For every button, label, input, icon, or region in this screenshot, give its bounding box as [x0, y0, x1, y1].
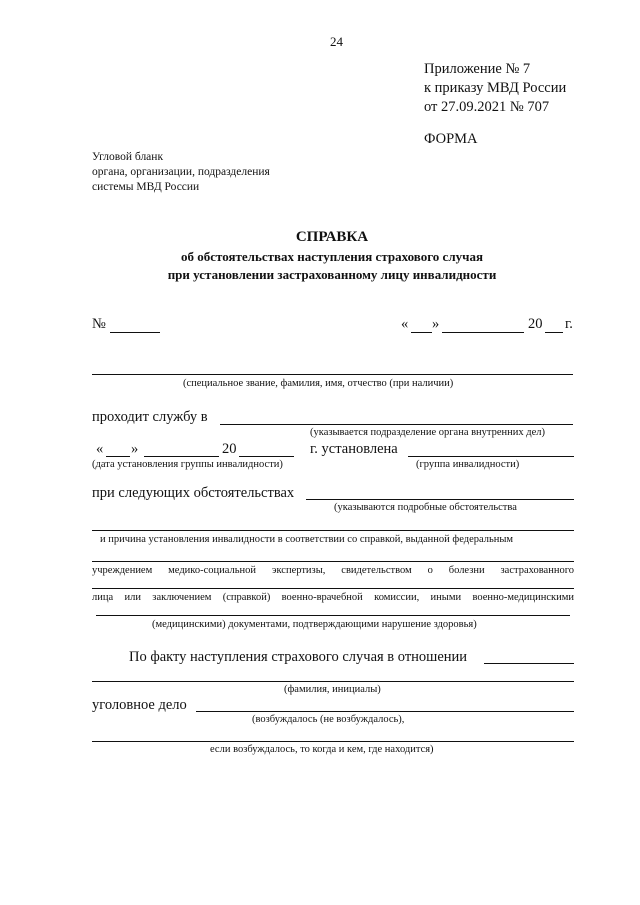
number-label: №: [92, 316, 106, 332]
corner-stamp-line: органа, организации, подразделения: [92, 166, 270, 178]
appendix-order: к приказу МВД России: [424, 80, 567, 96]
corner-stamp-line: системы МВД России: [92, 181, 200, 193]
reason-hint: лица или заключением (справкой) военно-врачебной комиссии, иными военно-медицинскими: [92, 592, 574, 603]
disability-group-field[interactable]: [408, 456, 574, 457]
insured-person-line[interactable]: [92, 681, 574, 682]
case-hint: (возбуждалось (не возбуждалось),: [252, 714, 405, 725]
serves-in-label: проходит службу в: [92, 409, 208, 425]
reason-hint: и причина установления инвалидности в соответствии со справкой, выданной федеральным: [100, 534, 514, 545]
disability-date-open: «: [96, 441, 104, 457]
date-close-quote: »: [432, 316, 440, 332]
circumstances-field[interactable]: [306, 499, 574, 500]
form-label: ФОРМА: [424, 131, 478, 147]
disability-date-hint: (дата установления группы инвалидности): [92, 459, 283, 470]
criminal-case-label: уголовное дело: [92, 697, 187, 713]
document-subtitle: об обстоятельствах наступления страхового случая: [181, 249, 483, 264]
disability-year-field[interactable]: [239, 456, 294, 457]
disability-group-hint: (группа инвалидности): [416, 459, 520, 470]
reason-hint: (медицинскими) документами, подтверждающими нарушение здоровья): [152, 619, 477, 630]
day-field[interactable]: [411, 332, 432, 333]
circumstances-hint: (указываются подробные обстоятельства: [334, 502, 517, 513]
disability-month-field[interactable]: [144, 456, 219, 457]
corner-stamp-line: Угловой бланк: [92, 151, 164, 163]
month-field[interactable]: [442, 332, 524, 333]
circumstances-line[interactable]: [92, 588, 574, 589]
disability-day-field[interactable]: [106, 456, 130, 457]
disability-year-prefix: 20: [222, 441, 237, 457]
year-suffix: г.: [565, 316, 573, 332]
person-hint: (специальное звание, фамилия, имя, отчество (при наличии): [183, 378, 454, 389]
established-label: г. установлена: [310, 441, 398, 457]
page-number: 24: [330, 34, 343, 49]
document-title: СПРАВКА: [295, 229, 369, 245]
insured-event-label: По факту наступления страхового случая в отношении: [129, 649, 468, 665]
appendix-date: от 27.09.2021 № 707: [424, 99, 550, 115]
circumstances-line[interactable]: [96, 615, 570, 616]
insured-person-field[interactable]: [484, 663, 574, 664]
document-subtitle: при установлении застрахованному лицу инвалидности: [167, 267, 497, 282]
circumstances-line[interactable]: [92, 530, 574, 531]
surname-hint: (фамилия, инициалы): [284, 684, 381, 695]
criminal-case-field[interactable]: [196, 711, 574, 712]
year-field[interactable]: [545, 332, 563, 333]
year-prefix: 20: [528, 316, 543, 332]
person-field[interactable]: [92, 374, 573, 375]
disability-date-close: »: [131, 441, 139, 457]
circumstances-line[interactable]: [92, 561, 574, 562]
number-field[interactable]: [110, 332, 160, 333]
appendix-number: Приложение № 7: [424, 61, 531, 77]
date-open-quote: «: [401, 316, 409, 332]
unit-hint: (указывается подразделение органа внутренних дел): [310, 427, 546, 438]
case-hint: если возбуждалось, то когда и кем, где находится): [210, 744, 434, 755]
reason-hint: учреждением медико-социальной экспертизы, свидетельством о болезни застрахованного: [92, 565, 574, 576]
criminal-case-line[interactable]: [92, 741, 574, 742]
circumstances-label: при следующих обстоятельствах: [92, 485, 295, 501]
unit-field[interactable]: [220, 424, 573, 425]
